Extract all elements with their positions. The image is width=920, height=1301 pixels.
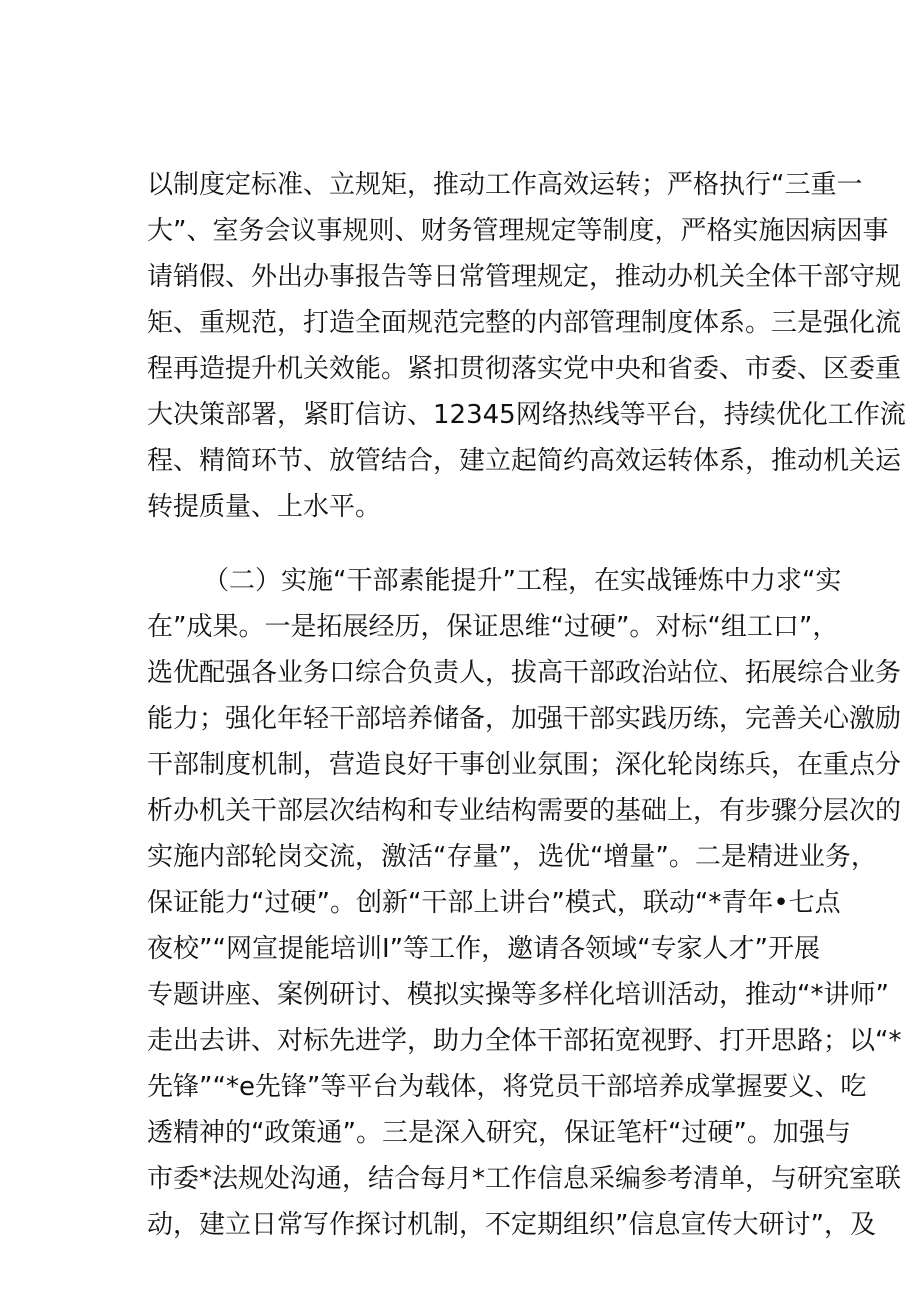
paragraph-2-line-1: （二）实施“干部素能提升”工程，在实战锤炼中力求“实: [203, 566, 842, 596]
paragraph-2-line-6: 析办机关干部层次结构和专业结构需要的基础上，有步骤分层次的: [147, 796, 902, 826]
paragraph-1-line-8: 转提质量、上水平。: [147, 492, 382, 522]
paragraph-1-line-5: 程再造提升机关效能。紧扣贯彻落实党中央和省委、市委、区委重: [147, 354, 902, 384]
paragraph-2-line-4: 能力；强化年轻干部培养储备，加强干部实践历练，完善关心激励: [147, 704, 902, 734]
paragraph-1-line-6: 大决策部署，紧盯信访、12345网络热线等平台，持续优化工作流: [147, 400, 906, 430]
paragraph-1-line-7: 程、精简环节、放管结合，建立起简约高效运转体系，推动机关运: [147, 446, 902, 476]
paragraph-2-line-8: 保证能力“过硬”。创新“干部上讲台”模式，联动“*青年•七点: [147, 888, 841, 918]
paragraph-2-line-15: 动，建立日常写作探讨机制，不定期组织”信息宣传大研讨”，及: [147, 1210, 876, 1240]
paragraph-2-line-14: 市委*法规处沟通，结合每月*工作信息采编参考清单，与研究室联: [147, 1164, 902, 1194]
paragraph-2-line-13: 透精神的“政策通”。三是深入研究，保证笔杆“过硬”。加强与: [147, 1118, 851, 1148]
paragraph-1-line-1: 以制度定标准、立规矩，推动工作高效运转；严格执行“三重一: [147, 170, 863, 200]
paragraph-2-line-10: 专题讲座、案例研讨、模拟实操等多样化培训活动，推动“*讲师”: [147, 980, 889, 1010]
paragraph-2-line-11: 走出去讲、对标先进学，助力全体干部拓宽视野、打开思路；以“*: [147, 1026, 902, 1056]
paragraph-2-line-5: 干部制度机制，营造良好干事创业氛围；深化轮岗练兵，在重点分: [147, 750, 902, 780]
paragraph-2-line-9: 夜校”“网宣提能培训I”等工作，邀请各领域“专家人才”开展: [147, 934, 821, 964]
paragraph-1-line-2: 大”、室务会议事规则、财务管理规定等制度，严格实施因病因事: [147, 216, 889, 246]
paragraph-2-line-12: 先锋”“*e先锋”等平台为载体，将党员干部培养成掌握要义、吃: [147, 1072, 867, 1102]
paragraph-1-line-3: 请销假、外出办事报告等日常管理规定，推动办机关全体干部守规: [147, 262, 902, 292]
paragraph-2-line-3: 选优配强各业务口综合负责人，拔高干部政治站位、拓展综合业务: [147, 658, 902, 688]
paragraph-2-line-2: 在”成果。一是拓展经历，保证思维“过硬”。对标“组工口”，: [147, 612, 839, 642]
paragraph-2-line-7: 实施内部轮岗交流，激活“存量”，选优“增量”。二是精进业务，: [147, 842, 877, 872]
paragraph-1-line-4: 矩、重规范，打造全面规范完整的内部管理制度体系。三是强化流: [147, 308, 902, 338]
